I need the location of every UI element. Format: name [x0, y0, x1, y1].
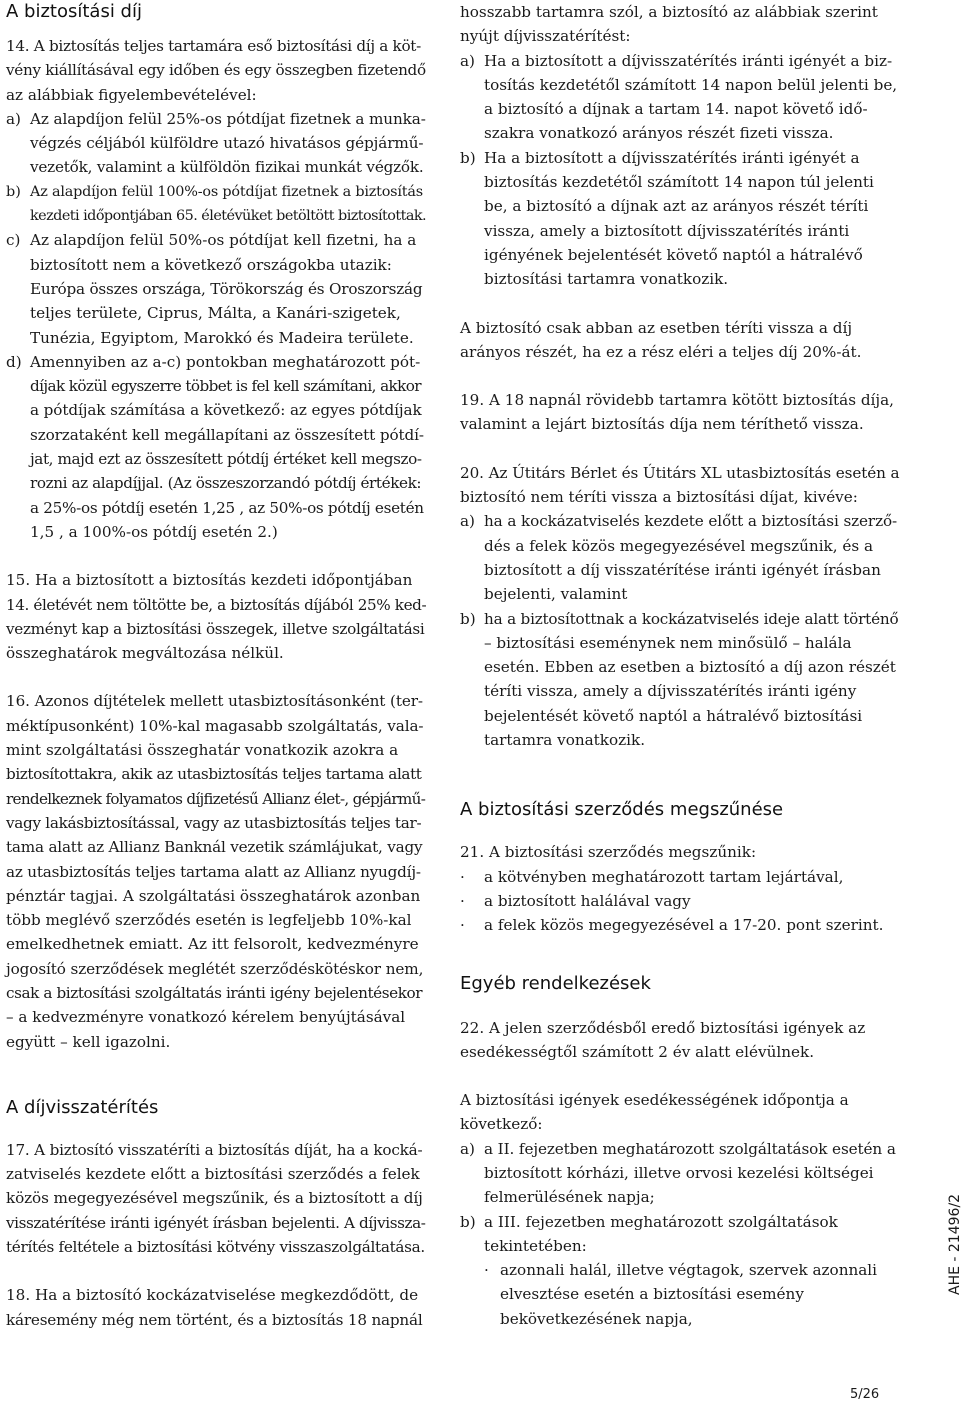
paragraph-18-note: A biztosító csak abban az esetben téríti vissza a díj arányos részét, ha ez a rész eléri a teljes díj 20%-át. — [460, 318, 862, 361]
paragraph-22: 22. A jelen szerződésből eredő biztosítási igények az esedékességtől számított 2 év alatt elévülnek. — [460, 1018, 866, 1061]
paragraph-17: 17. A biztosító visszatéríti a biztosítás díját, ha a kocká- zatviselés kezdete előtt a biztosítási szerződés a felek közös megegyezésével megszűnik, és a biztosított a díj visszatérítése iránti igényét írásban bejelenti. A díjvissza- térítés feltétele a biztosítási kötvény visszaszolgáltatása. — [6, 1140, 426, 1257]
bullet-icon: · — [484, 1261, 489, 1280]
bullet-icon: · — [460, 891, 465, 910]
paragraph-19: 19. A 18 napnál rövidebb tartamra kötött biztosítás díja, valamint a lejárt biztosítás díja nem téríthető vissza. — [460, 391, 895, 434]
bullet-icon: · — [460, 867, 465, 886]
paragraph-20b: b) ha a biztosítottnak a kockázatviselés ideje alatt történő – biztosítási eseménynek nem minősülő – halála esetén. Ebben az esetben a biztosító a díj azon részét téríti vissza, amely a díjvisszatérítés iránti igény bejelentését követő naptól a hátralévő biztosítási tartamra vonatkozik. — [460, 609, 899, 750]
section-heading-other: Egyéb rendelkezések — [460, 972, 651, 994]
bullet-icon: · — [460, 916, 465, 935]
paragraph-14d: d) Amennyiben az a-c) pontokban meghatározott pót- díjak közül egyszerre többet is fel kell számítani, akkor a pótdíjak számítása a következő: az egyes pótdíjak szorzataként kell megállapítani az összesített pótdí- jat, majd ezt az összesített pótdíj értéket kell megszo- rozni az alapdíjjal. (Az összeszorzandó pótdíj értékek: a 25%-os pótdíj esetén 1,25 , az 50%-os pótdíj esetén 1,5 , a 100%-os pótdíj esetén 2.) — [6, 352, 424, 541]
right-column — [460, 0, 900, 1331]
paragraph-16: 16. Azonos díjtételek mellett utasbiztosításonként (ter- méktípusonként) 10%-kal magasabb szolgáltatás, vala- mint szolgáltatási összeghatár vonatkozik azokra a biztosítottakra, akik az utasbiztosítás teljes tartama alatt rendelkeznek folyamatos díjfizetésű Allianz élet-, gépjármű- vagy lakásbiztosítással, vagy az utasbiztosítás teljes tar- tama alatt az Allianz Banknál vezetik számlájukat, vagy az utasbiztosítás teljes tartama alatt az Allianz nyugdíj- pénztár tagjai. A szolgáltatási összeghatárok azonban több meglévő szerződés esetén is legfeljebb 10%-kal emelkedhetnek emiatt. Az itt felsorolt, kedvezményre jogosító szerződések meglétét szerződéskötéskor nem, csak a biztosítási szolgáltatás iránti igény bejelentésekor – a kedvezményre vonatkozó kérelem benyújtásával együtt – kell igazolni. — [6, 692, 426, 1051]
paragraph-22-note: A biztosítási igények esedékességének időpontja a következő: — [460, 1091, 849, 1134]
paragraph-21: 21. A biztosítási szerződés megszűnik: — [460, 843, 757, 862]
paragraph-18-continued: hosszabb tartamra szól, a biztosító az alábbiak szerint nyújt díjvisszatérítést: — [460, 3, 878, 46]
paragraph-18: 18. Ha a biztosító kockázatviselése megkezdődött, de káresemény még nem történt, és a biztosítás 18 napnál — [6, 1286, 423, 1329]
list-item: · a biztosított halálával vagy — [460, 889, 900, 913]
list-item: · azonnali halál, illetve végtagok, szervek azonnali elvesztése esetén a biztosítási esemény bekövetkezésének napja, — [460, 1258, 900, 1331]
paragraph-18a: a) Ha a biztosított a díjvisszatérítés iránti igényét a biz- tosítás kezdetétől számított 14 napon belül jelenti be, a biztosító a díjnak a tartam 14. napot követő idő- szakra vonatkozó arányos részét fizeti vissza. — [460, 51, 898, 143]
paragraph-14b: b) Az alapdíjon felül 100%-os pótdíjat fizetnek a biztosítás kezdeti időpontjában 65. életévüket betöltött biztosítottak. — [6, 183, 427, 225]
paragraph-14a: a) Az alapdíjon felül 25%-os pótdíjat fizetnek a munka- végzés céljából külföldre utazó hivatásos gépjármű- vezetők, valamint a külföldön fizikai munkát végzők. — [6, 109, 426, 177]
section-heading-refund: A díjvisszatérítés — [6, 1096, 159, 1118]
paragraph-14c: c) Az alapdíjon felül 50%-os pótdíjat kell fizetni, ha a biztosított nem a következő országokba utazik: Európa összes országa, Törökország és Oroszország teljes területe, Ciprus, Málta, a Kanári-szigetek, Tunézia, Egyiptom, Marokkó és Madeira területe. — [6, 231, 423, 347]
document-code: AHE - 21496/2 — [947, 1193, 963, 1295]
list-item: · a kötvényben meghatározott tartam lejártával, — [460, 865, 900, 889]
paragraph-15: 15. Ha a biztosított a biztosítás kezdeti időpontjában 14. életévét nem töltötte be, a biztosítás díjából 25% ked- vezményt kap a biztosítási összegek, illetve szolgáltatási összeghatárok megváltozása nélkül. — [6, 571, 427, 663]
paragraph-22a: a) a II. fejezetben meghatározott szolgáltatások esetén a biztosított kórházi, illetve orvosi kezelési költségei felmerülésének napja; — [460, 1139, 896, 1207]
paragraph-14: 14. A biztosítás teljes tartamára eső biztosítási díj a köt- vény kiállításával egy időben és egy összegben fizetendő az alábbiak figyelembevételével: — [6, 37, 426, 104]
page-number: 5/26 — [850, 1387, 880, 1402]
list-item: · a felek közös megegyezésével a 17-20. pont szerint. — [460, 913, 900, 937]
section-heading-fee: A biztosítási díj — [6, 1, 142, 22]
paragraph-22b: b) a III. fejezetben meghatározott szolgáltatások tekintetében: — [460, 1212, 838, 1255]
paragraph-18b: b) Ha a biztosított a díjvisszatérítés iránti igényét a biztosítás kezdetétől számított 14 napon túl jelenti be, a biztosító a díjnak azt az arányos részét téríti vissza, amely a biztosított díjvisszatérítés iránti igényének bejelentését követő naptól a hátralévő biztosítási tartamra vonatkozik. — [460, 148, 874, 289]
section-heading-termination: A biztosítási szerződés megszűnése — [460, 799, 784, 821]
left-column — [6, 0, 426, 1332]
paragraph-20a: a) ha a kockázatviselés kezdete előtt a biztosítási szerző- dés a felek közös megegyezésével megszűnik, és a biztosított a díj visszatérítése iránti igényét írásban bejelenti, valamint — [460, 512, 898, 604]
paragraph-20: 20. Az Útitárs Bérlet és Útitárs XL utasbiztosítás esetén a biztosító nem téríti vissza a biztosítási díjat, kivéve: — [460, 463, 900, 507]
